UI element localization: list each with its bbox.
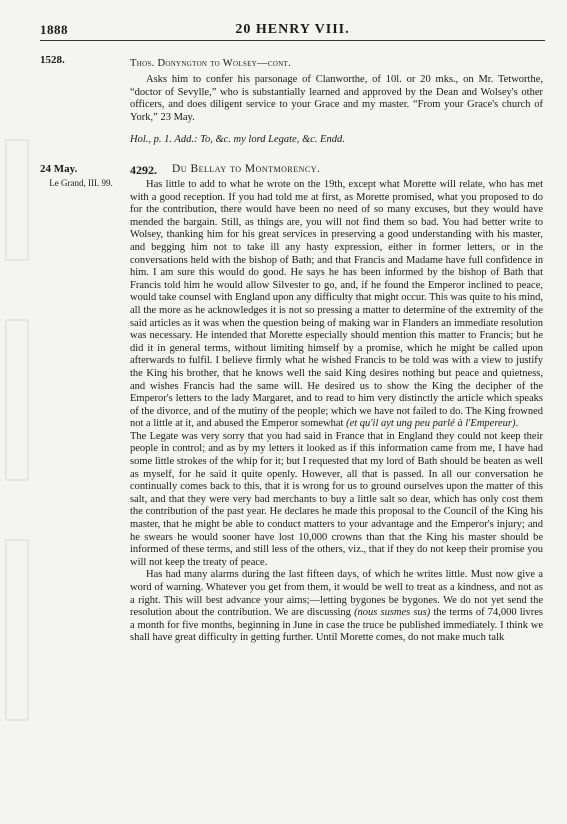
entry2-title: Du Bellay to Montmorency. [172,163,321,175]
entry1-endnote: Hol., p. 1. Add.: To, &c. my lord Legate, &c. Endd. [130,134,345,145]
entry2-marginal-ref: Le Grand, III. 99. [49,178,113,188]
entry1-text: Asks him to confer his parsonage of Clanworthe, of 10l. or 20 mks., on Mr. Tetworthe, “doctor of Sevylle,” who is substantially learned and approved by the Dean and Wolsey's other officers, and does diligent service to your Grace and my master. “From your Grace's church of York,” 23 May. [130,74,543,123]
entry2-italic-2: (nous susmes sus) [354,607,431,619]
margin-year: 1528. [40,54,65,66]
entry2-italic-1: (et qu'il ayt ung peu parlé à l'Empereur) [346,418,516,430]
entry2-number: 4292. [130,163,157,177]
entry2-date: 24 May. [40,163,78,175]
page-number: 1888 [40,22,68,37]
watermark-stamp [0,120,34,820]
entry2-paragraph-2: The Legate was very sorry that you had said in France that in England they could not keep their people in control; and as by my letters it looked as if this information came from me, I have had some little strokes of the whip for it; but I requested that my lord of Bath should be beaten as well as myself, for he said it quite openly. However, all that is passed. In all our conversation he continually comes back to this, that it is wrong for us to ground ourselves upon the matter of this salt, and that they were very bad merchants to buy a little salt so dear, which has only cost them the contribution of the past year. He declares he made this proposal to the Council of the King his master, that he might be able to conduct matters to your advantage and the Emperor's injury; and he swears he would sooner have lost 10,000 crowns than that the King his master should be informed of these terms, and still less of the others, viz., that if they do not keep their promise you will not keep the treaty of peace. [130,430,543,568]
entry2-paragraph-3: Has had many alarms during the last fifteen days, of which he writes little. Must now give a word of warning. Whatever you get from them, it would be well to treat as a kindness, and not as a right. This will best advance your aims;—letting bygones be bygones. We do not yet send the resolution about the contribution. We are discussing (nous susmes sus) the terms of 74,000 livres a month for five months, beginning in June in case the truce be published immediately. I think we shall have great difficulty in getting further. Until Morette comes, do not make much talk [130,569,544,644]
page-header [40,22,545,38]
header-rule [40,40,545,41]
entry2-body [130,179,543,645]
entry2-paragraph-1: Has little to add to what he wrote on the 19th, except what Morette will relate, who has met with a good reception. If you had told me at first, as Morette promised, what you proposed to do for the contribution, there would have been no need of so many excuses, but they would have mended the bargain. Still, as things are, you will not find them so bad. You had better write to Wolsey, thanking him for his great services in preserving a good understanding with his master, and begging him not to take ill any hasty expression, either in former letters, or in the conversations held with the bishop of Bath; and that Francis and Madame have full confidence in him. I am sure this would do good. He says he has been informed by the bishop of Bath that Francis told him he would allow Silvester to go, and, if he found the Emperor inclined to peace, would take counsel with England upon any difficulty that might occur. This was quite to his mind, all the more as he acknowledges it is not so pressing a matter to determine of the extremity of the said articles as it was when the question being of making war in Flanders an immediate resolution was necessary. He intended that Morette especially should mention this matter to Francis; but he did it in general terms, without limiting himself by a promise, which he might be called upon afterwards to fulfil. I believe firmly what he wished Francis to be told was with a view to justify the King his brother, that he knows well the said King desires nothing but peace and quietness, and wishes Francis had the same will. He desired us to show the King the decipher of the Emperor's letters to the lady Margaret, and to read to him very distinctly the article which speaks of the divorce, and of the mutiny of the people; which we have not failed to do. The King frowned not a little at it, and abused the Emperor somewhat (et qu'il ayt ung peu parlé à l'Empereur). [130,179,543,430]
running-head: 20 HENRY VIII. [235,22,350,37]
entry1-title: Thos. Donyngton to Wolsey—cont. [130,58,291,69]
